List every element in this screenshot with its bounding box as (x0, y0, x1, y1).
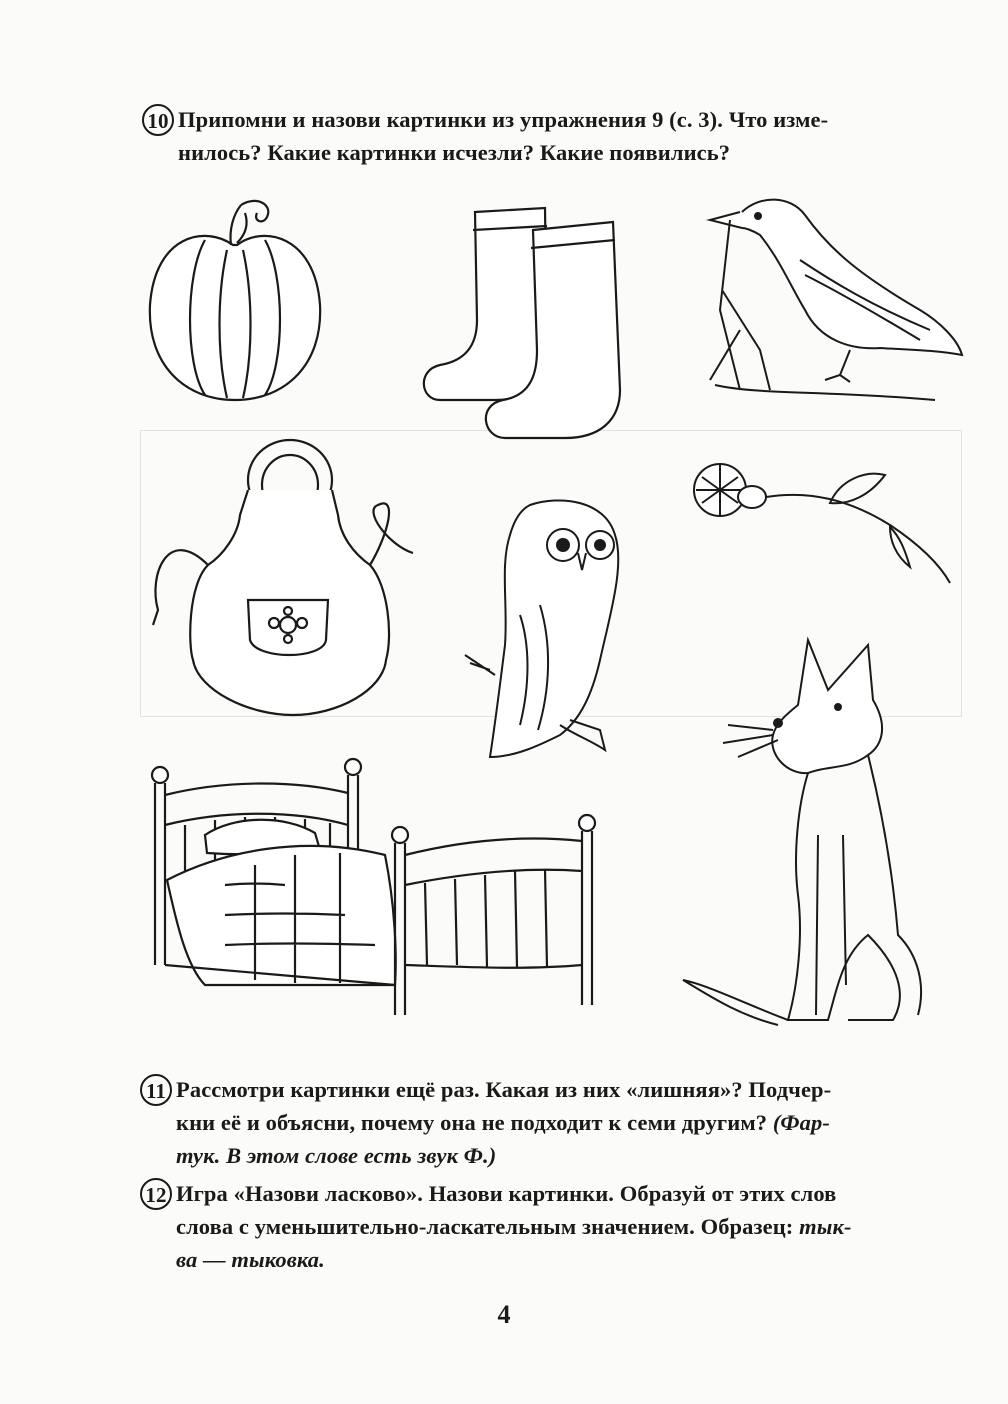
exercise-number: 11 (140, 1074, 172, 1106)
exercise-12 (140, 1177, 965, 1276)
exercise-number: 10 (142, 104, 174, 136)
exercise-text: Припомни и назови картинки из упражнения 9 (с. 3). Что изме- (178, 107, 829, 132)
exercise-text: Рассмотри картинки ещё раз. Какая из них «лишняя»? Подчер- (176, 1077, 832, 1102)
exercise-answer: тук. В этом слове есть звук Ф.) (176, 1143, 497, 1168)
apron-icon (148, 435, 418, 720)
exercise-text: кни её и объясни, почему она не подходит к семи другим? (176, 1110, 768, 1135)
exercise-number: 12 (140, 1178, 172, 1210)
boots-icon (415, 200, 645, 445)
bed-icon (145, 755, 605, 1025)
fox-icon (668, 635, 943, 1030)
exercise-example: ва — тыковка. (176, 1247, 325, 1272)
exercise-10 (142, 103, 967, 169)
owl-icon (460, 495, 635, 760)
pumpkin-icon (145, 195, 325, 405)
crow-icon (700, 190, 965, 410)
page-number: 4 (497, 1300, 511, 1329)
exercise-example: тык- (799, 1214, 852, 1239)
cornflower-icon (690, 455, 955, 590)
exercise-11 (140, 1073, 965, 1172)
exercise-text: нилось? Какие картинки исчезли? Какие появились? (178, 140, 731, 165)
exercise-answer: (Фар- (772, 1110, 830, 1135)
exercise-text: слова с уменьшительно-ласкательным значением. Образец: (176, 1214, 794, 1239)
exercise-text: Игра «Назови ласково». Назови картинки. Образуй от этих слов (176, 1181, 837, 1206)
